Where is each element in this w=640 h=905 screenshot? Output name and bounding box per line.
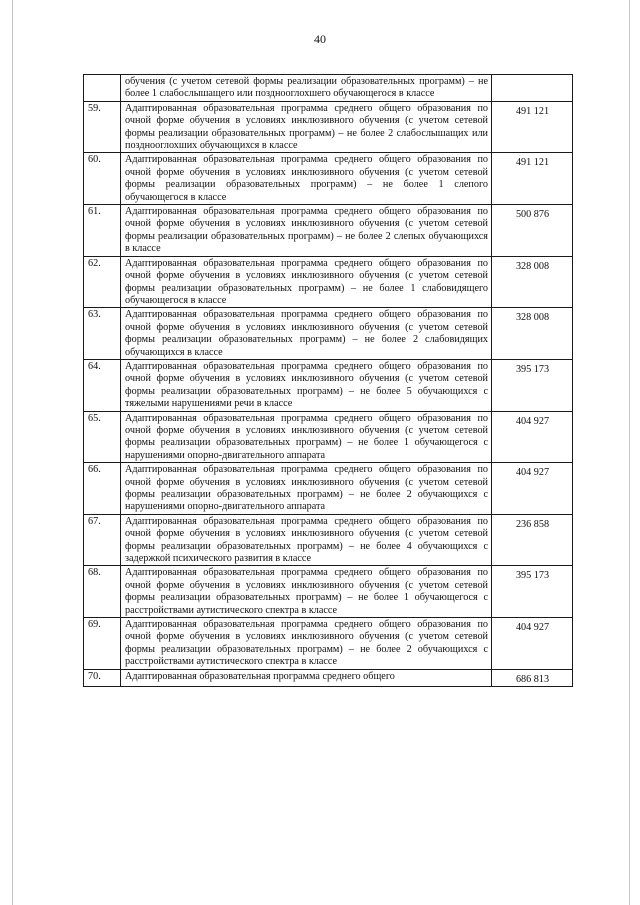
table-row: [84, 618, 573, 670]
cost-value: 236 858: [492, 514, 573, 566]
row-number: 65.: [84, 411, 121, 463]
table-row: [84, 463, 573, 515]
scan-edge-left: [12, 0, 13, 905]
program-description: Адаптированная образовательная программа среднего общего образования по очной форме обучения в условиях инклюзивного обучения (с учетом сетевой формы реализации образовательных программ) – не более 2 обучающихся с расстройствами аутистического спектра в классе: [121, 618, 492, 670]
program-description: Адаптированная образовательная программа среднего общего образования по очной форме обучения в условиях инклюзивного обучения (с учетом сетевой формы реализации образовательных программ) – не более 2 обучающихся с нарушениями опорно-двигательного аппарата: [121, 463, 492, 515]
row-number: 70.: [84, 669, 121, 686]
table-row: [84, 101, 573, 153]
table-row: [84, 411, 573, 463]
cost-value: 328 008: [492, 308, 573, 360]
cost-value: 404 927: [492, 618, 573, 670]
page-number: 40: [314, 32, 326, 46]
table-row: [84, 566, 573, 618]
cost-value: [492, 75, 573, 102]
program-description: Адаптированная образовательная программа среднего общего образования по очной форме обучения в условиях инклюзивного обучения (с учетом сетевой формы реализации образовательных программ) – не более 1 обучающегося с расстройствами аутистического спектра в классе: [121, 566, 492, 618]
cost-value: 404 927: [492, 411, 573, 463]
table-row: [84, 256, 573, 308]
cost-value: 491 121: [492, 153, 573, 205]
program-description: Адаптированная образовательная программа среднего общего образования по очной форме обучения в условиях инклюзивного обучения (с учетом сетевой формы реализации образовательных программ) – не более 5 обучающихся с тяжелыми нарушениями речи в классе: [121, 359, 492, 411]
cost-value: 491 121: [492, 101, 573, 153]
row-number: 64.: [84, 359, 121, 411]
row-number: 62.: [84, 256, 121, 308]
row-number: 69.: [84, 618, 121, 670]
cost-value: 500 876: [492, 205, 573, 257]
row-number: 61.: [84, 205, 121, 257]
table-row: [84, 205, 573, 257]
program-description: Адаптированная образовательная программа среднего общего: [121, 669, 492, 686]
row-number: 68.: [84, 566, 121, 618]
row-number: 60.: [84, 153, 121, 205]
row-number: 59.: [84, 101, 121, 153]
table-row: [84, 308, 573, 360]
table-row: [84, 669, 573, 686]
program-description: Адаптированная образовательная программа среднего общего образования по очной форме обучения в условиях инклюзивного обучения (с учетом сетевой формы реализации образовательных программ) – не более 4 обучающихся с задержкой психического развития в классе: [121, 514, 492, 566]
scan-edge-right: [629, 0, 630, 905]
table-row: [84, 153, 573, 205]
row-number: 67.: [84, 514, 121, 566]
program-description: Адаптированная образовательная программа среднего общего образования по очной форме обучения в условиях инклюзивного обучения (с учетом сетевой формы реализации образовательных программ) – не более 2 слабовидящих обучающихся в классе: [121, 308, 492, 360]
program-description: Адаптированная образовательная программа среднего общего образования по очной форме обучения в условиях инклюзивного обучения (с учетом сетевой формы реализации образовательных программ) – не более 1 слепого обучающегося в классе: [121, 153, 492, 205]
cost-value: 395 173: [492, 566, 573, 618]
tariff-table: [83, 74, 573, 687]
cost-value: 404 927: [492, 463, 573, 515]
row-number: 63.: [84, 308, 121, 360]
program-description: Адаптированная образовательная программа среднего общего образования по очной форме обучения в условиях инклюзивного обучения (с учетом сетевой формы реализации образовательных программ) – не более 2 слабослышащих или позднооглохших обучающихся в классе: [121, 101, 492, 153]
table-row: [84, 514, 573, 566]
program-description: Адаптированная образовательная программа среднего общего образования по очной форме обучения в условиях инклюзивного обучения (с учетом сетевой формы реализации образовательных программ) – не более 1 обучающегося с нарушениями опорно-двигательного аппарата: [121, 411, 492, 463]
table-row: [84, 359, 573, 411]
cost-value: 395 173: [492, 359, 573, 411]
program-description: Адаптированная образовательная программа среднего общего образования по очной форме обучения в условиях инклюзивного обучения (с учетом сетевой формы реализации образовательных программ) – не более 1 слабовидящего обучающегося в классе: [121, 256, 492, 308]
row-number: 66.: [84, 463, 121, 515]
table-row: [84, 75, 573, 102]
cost-value: 686 813: [492, 669, 573, 686]
cost-value: 328 008: [492, 256, 573, 308]
program-description: Адаптированная образовательная программа среднего общего образования по очной форме обучения в условиях инклюзивного обучения (с учетом сетевой формы реализации образовательных программ) – не более 2 слепых обучающихся в классе: [121, 205, 492, 257]
row-number: [84, 75, 121, 102]
program-description: обучения (с учетом сетевой формы реализации образовательных программ) – не более 1 слабослышащего или позднооглохшего обучающегося в классе: [121, 75, 492, 102]
